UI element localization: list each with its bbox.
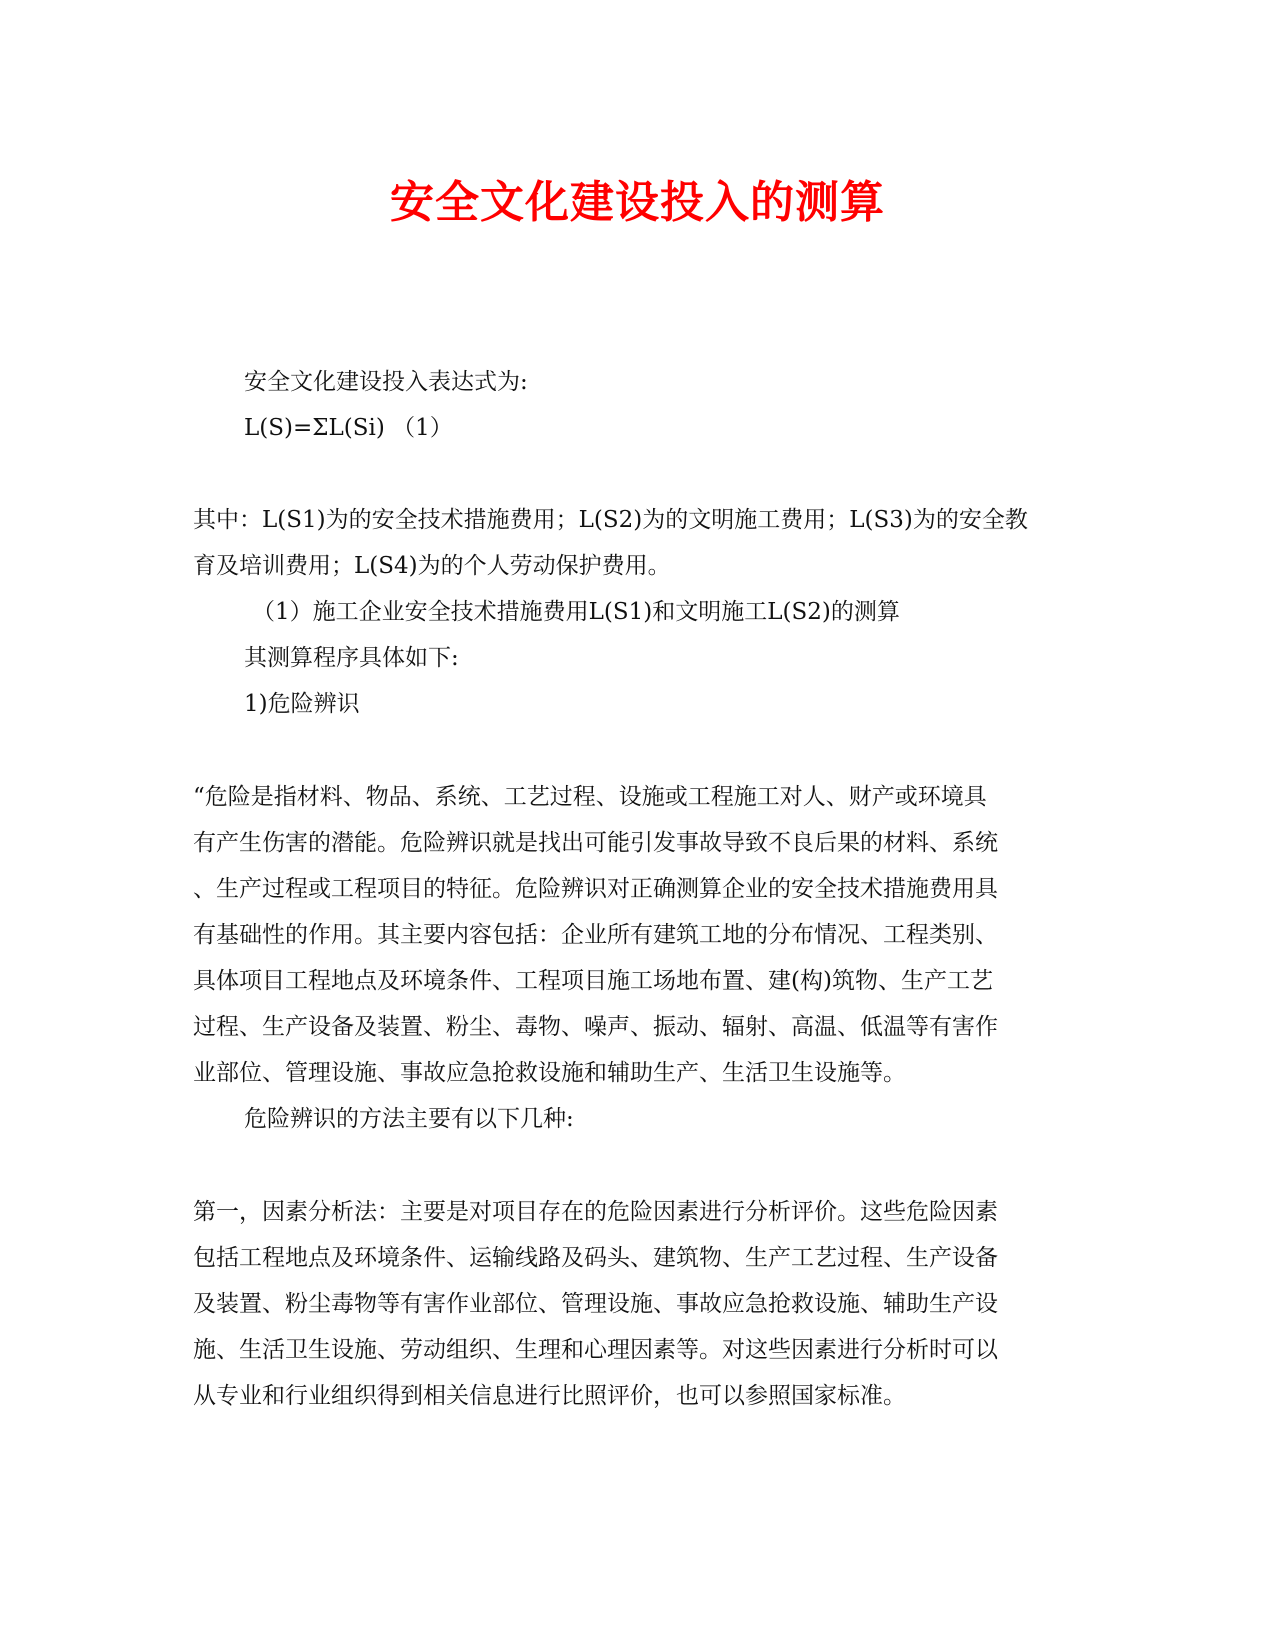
text-line: 包括工程地点及环境条件、运输线路及码头、建筑物、生产工艺过程、生产设备: [193, 1245, 998, 1271]
section-heading: （1）施工企业安全技术措施费用L(S1)和文明施工L(S2)的测算: [252, 599, 900, 625]
text-line: 其中：L(S1)为的安全技术措施费用；L(S2)为的文明施工费用；L(S3)为的安全教: [193, 507, 1028, 533]
text-line: 具体项目工程地点及环境条件、工程项目施工场地布置、建(构)筑物、生产工艺: [193, 968, 993, 994]
text-line: 从专业和行业组织得到相关信息进行比照评价，也可以参照国家标准。: [193, 1383, 906, 1409]
subsection-heading: 1)危险辨识: [244, 691, 360, 717]
text-line: 业部位、管理设施、事故应急抢救设施和辅助生产、生活卫生设施等。: [193, 1060, 906, 1086]
text-line: 危险辨识的方法主要有以下几种:: [244, 1106, 574, 1132]
text-line: “危险是指材料、物品、系统、工艺过程、设施或工程施工对人、财产或环境具: [193, 784, 987, 810]
text-line: 第一，因素分析法：主要是对项目存在的危险因素进行分析评价。这些危险因素: [193, 1199, 998, 1225]
text-line: 有基础性的作用。其主要内容包括：企业所有建筑工地的分布情况、工程类别、: [193, 922, 998, 948]
text-line: 过程、生产设备及装置、粉尘、毒物、噪声、振动、辐射、高温、低温等有害作: [193, 1014, 998, 1040]
text-line: 及装置、粉尘毒物等有害作业部位、管理设施、事故应急抢救设施、辅助生产设: [193, 1291, 998, 1317]
formula-line: L(S)=ΣL(Si) （1）: [244, 415, 453, 441]
text-line: 施、生活卫生设施、劳动组织、生理和心理因素等。对这些因素进行分析时可以: [193, 1337, 998, 1363]
text-line: 安全文化建设投入表达式为:: [244, 369, 528, 395]
text-line: 有产生伤害的潜能。危险辨识就是找出可能引发事故导致不良后果的材料、系统: [193, 830, 998, 856]
text-line: 育及培训费用；L(S4)为的个人劳动保护费用。: [193, 553, 671, 579]
document-title: 安全文化建设投入的测算: [390, 177, 885, 228]
text-line: 其测算程序具体如下:: [244, 645, 459, 671]
text-line: 、生产过程或工程项目的特征。危险辨识对正确测算企业的安全技术措施费用具: [193, 876, 998, 902]
